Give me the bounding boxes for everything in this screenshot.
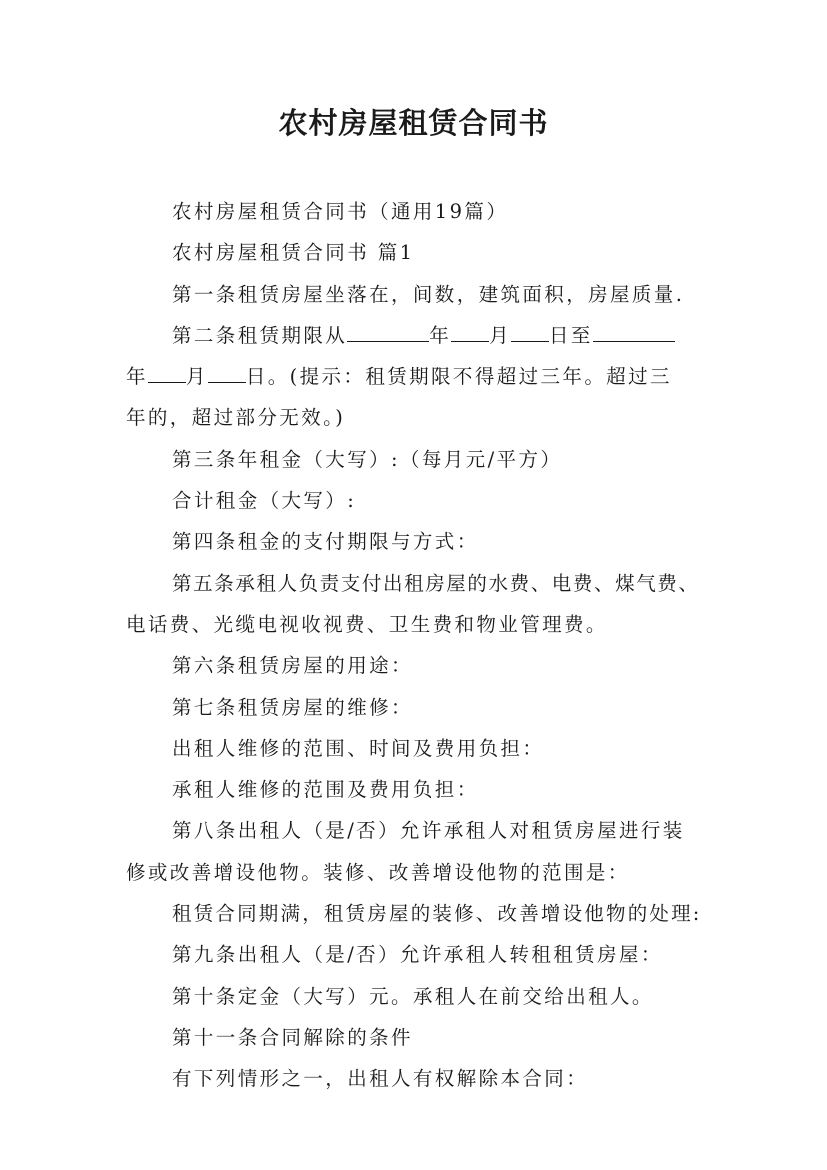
paragraph: 农村房屋租赁合同书 篇1 <box>172 241 415 265</box>
fill-in-blank <box>593 321 675 342</box>
text-segment: 日至 <box>549 323 593 347</box>
paragraph: 第三条年租金（大写）:（每月元/平方） <box>172 447 563 471</box>
paragraph: 第五条承租人负责支付出租房屋的水费、电费、煤气费、 <box>172 571 700 595</box>
document-body <box>126 191 704 1100</box>
document-title: 农村房屋租赁合同书 <box>278 106 549 140</box>
paragraph: 租赁合同期满，租赁房屋的装修、改善增设他物的处理: <box>172 902 702 926</box>
fill-in-blank <box>511 321 549 342</box>
paragraph: 第七条租赁房屋的维修： <box>172 695 413 719</box>
paragraph: 第六条租赁房屋的用途： <box>172 654 413 678</box>
paragraph: 第一条租赁房屋坐落在，间数，建筑面积，房屋质量. <box>172 282 685 306</box>
paragraph: 出租人维修的范围、时间及费用负担： <box>172 736 545 760</box>
paragraph: 第八条出租人（是/否）允许承租人对租赁房屋进行装 <box>172 819 685 843</box>
paragraph-continuation <box>126 356 704 397</box>
text-segment: 日。(提示：租赁期限不得超过三年。超过三 <box>245 365 672 389</box>
fill-in-blank <box>208 362 246 383</box>
paragraph: 农村房屋租赁合同书（通用19篇） <box>172 200 509 223</box>
paragraph: 第九条出租人（是/否）允许承租人转租租赁房屋： <box>172 943 663 967</box>
paragraph: 有下列情形之一，出租人有权解除本合同： <box>172 1067 589 1091</box>
fill-in-blank <box>451 321 489 342</box>
paragraph: 承租人维修的范围及费用负担： <box>172 778 479 802</box>
text-segment: 月 <box>489 323 512 347</box>
text-segment: 年 <box>429 323 452 347</box>
paragraph: 第四条租金的支付期限与方式： <box>172 530 479 554</box>
paragraph-continuation: 年的，超过部分无效。) <box>126 406 346 430</box>
text-segment: 第二条租赁期限从 <box>172 323 348 347</box>
paragraph: 第十条定金（大写）元。承租人在前交给出租人。 <box>172 984 654 1008</box>
fill-in-blank <box>148 362 186 383</box>
text-segment: 年 <box>126 365 148 389</box>
fill-in-blank <box>347 321 429 342</box>
paragraph-continuation: 修或改善增设他物。装修、改善增设他物的范围是： <box>126 860 630 884</box>
paragraph-lease-term <box>126 315 704 356</box>
text-segment: 月 <box>185 365 208 389</box>
paragraph-continuation: 电话费、光缆电视收视费、卫生费和物业管理费。 <box>126 612 608 636</box>
paragraph: 合计租金（大写）: <box>172 489 357 513</box>
paragraph: 第十一条合同解除的条件 <box>172 1025 413 1049</box>
